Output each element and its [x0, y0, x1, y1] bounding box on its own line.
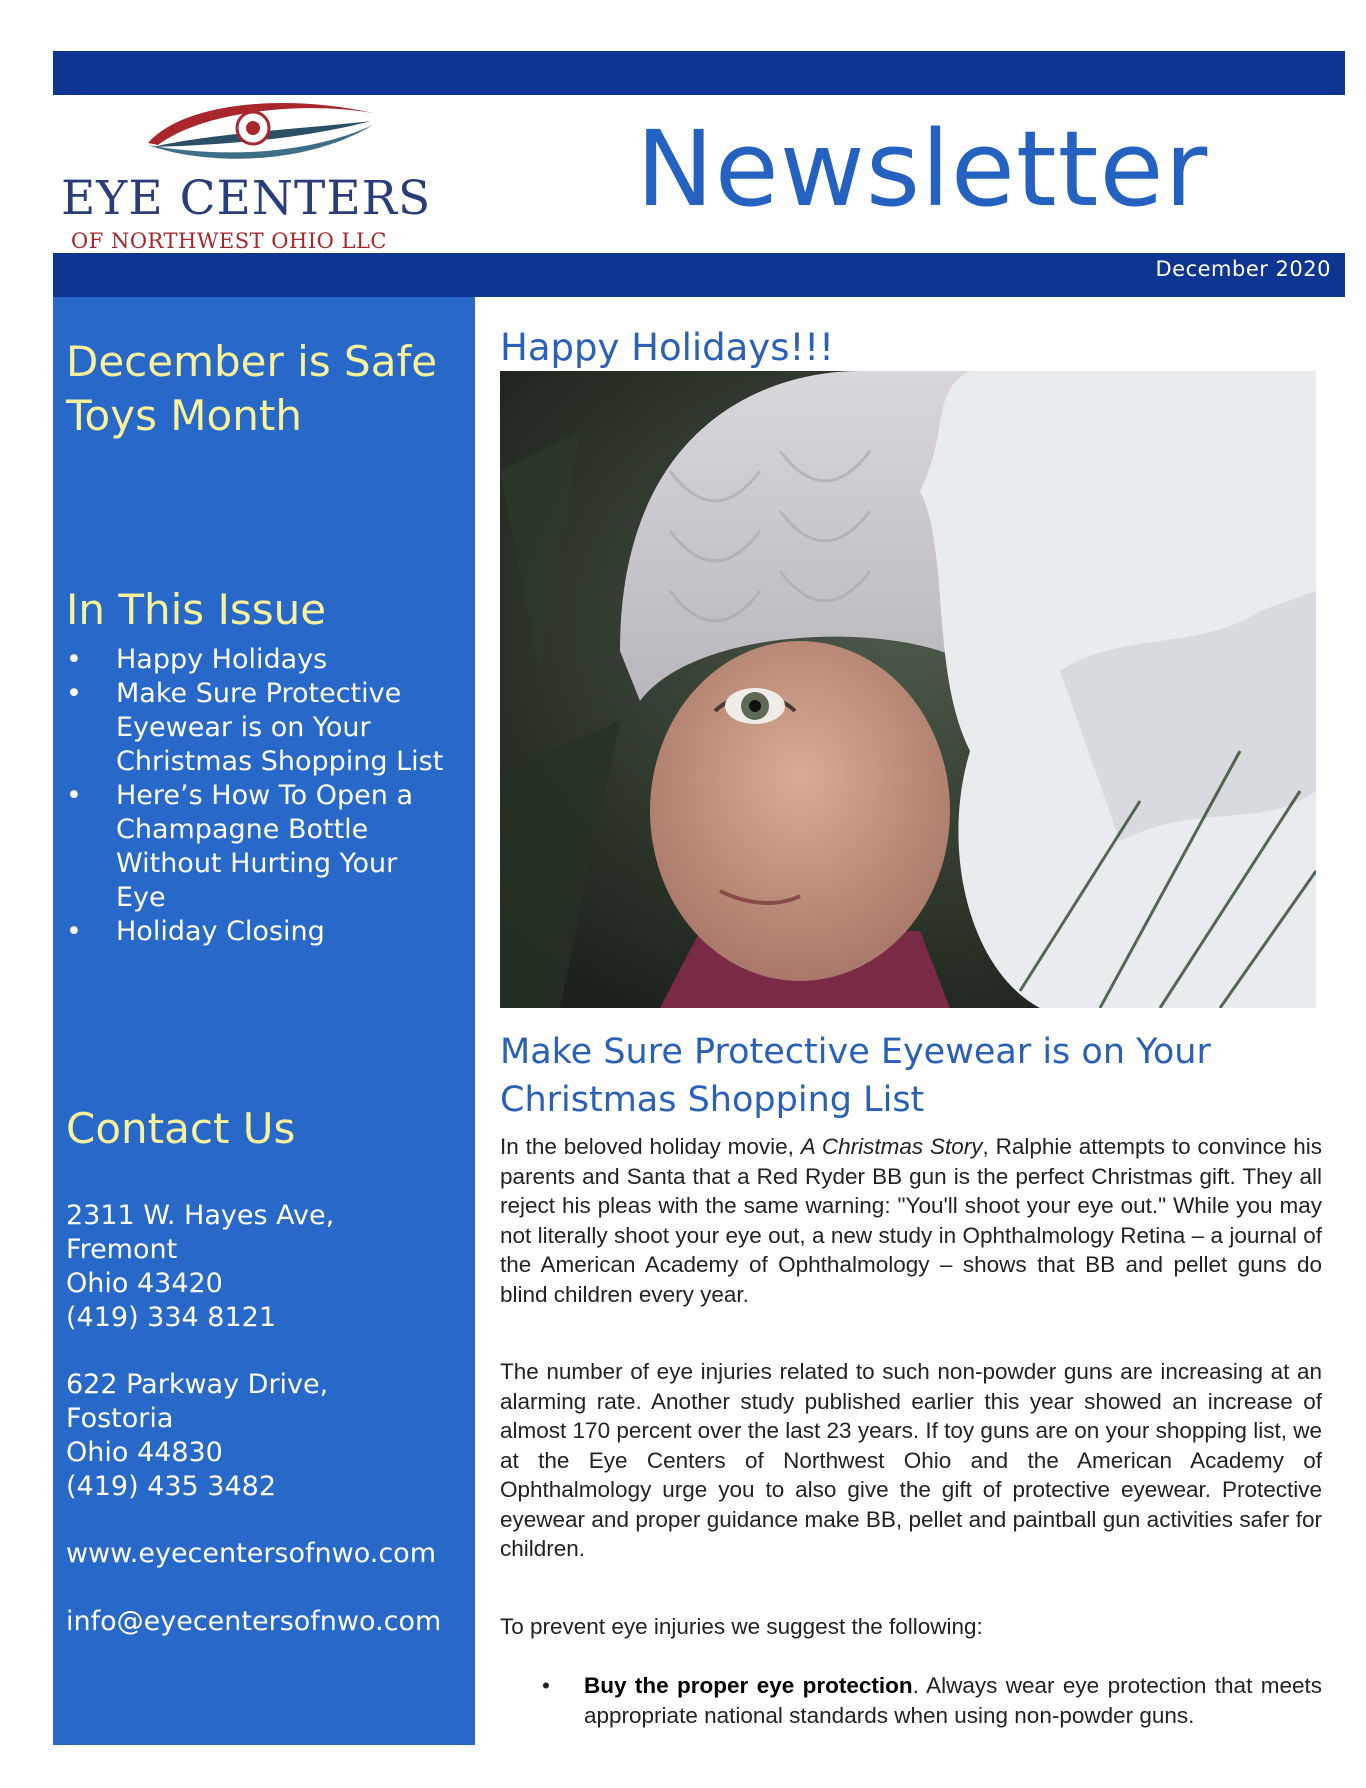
movie-title: A Christmas Story	[800, 1134, 983, 1159]
logo-subtitle: OF NORTHWEST OHIO LLC	[71, 229, 387, 253]
address-fremont	[66, 1199, 466, 1335]
contact-us-heading: Contact Us	[66, 1104, 296, 1153]
address-line: 622 Parkway Drive,	[66, 1369, 329, 1400]
in-this-issue-heading: In This Issue	[66, 585, 327, 634]
issue-item-holiday-closing[interactable]	[66, 915, 466, 949]
issue-item-happy-holidays[interactable]	[66, 643, 466, 677]
woman-in-snow-image	[500, 371, 1316, 1008]
address-fostoria	[66, 1368, 466, 1504]
eye-logo-icon	[53, 95, 461, 175]
issue-item-line: Eye	[116, 882, 166, 913]
address-line: 2311 W. Hayes Ave,	[66, 1200, 335, 1231]
safe-toys-heading	[66, 335, 437, 443]
phone-number[interactable]: (419) 435 3482	[66, 1471, 277, 1502]
protective-eyewear-heading	[500, 1028, 1211, 1124]
header-top-bar	[53, 51, 1345, 95]
holiday-photo	[500, 371, 1316, 1008]
paragraph-text: , Ralphie attempts to convince his parents and Santa that a Red Ryder BB gun is the perfect Christmas gift. They all reject his pleas with the same warning: "You'll shoot your eye out." While you may not literally shoot your eye out, a new study in Ophthalmology Retina – a journal of the American Academy of Ophthalmology – shows that BB and pellet guns do blind children every year.	[500, 1134, 1322, 1307]
tip-text	[542, 1671, 1322, 1730]
address-line: Ohio 43420	[66, 1268, 223, 1299]
bullet-icon: •	[542, 1673, 550, 1698]
happy-holidays-heading: Happy Holidays!!!	[500, 326, 834, 369]
issue-item-protective-eyewear[interactable]	[66, 677, 466, 779]
phone-number[interactable]: (419) 334 8121	[66, 1302, 277, 1333]
website-link[interactable]: www.eyecentersofnwo.com	[66, 1538, 436, 1569]
tip-bold-text: Buy the proper eye protection	[584, 1673, 913, 1698]
issue-item-line: • Happy Holidays	[116, 644, 328, 675]
article-heading-line: Christmas Shopping List	[500, 1080, 925, 1120]
issue-item-line: • Holiday Closing	[116, 916, 325, 947]
article-paragraph-1	[500, 1132, 1322, 1309]
issue-item-line: Eyewear is on Your	[116, 712, 371, 743]
tip-list-item	[542, 1671, 1322, 1730]
address-line: Fostoria	[66, 1403, 174, 1434]
article-paragraph-2: The number of eye injuries related to such non-powder guns are increasing at an alarming rate. Another study published earlier this year showed an increase of almost 170 percent over the last 23 years. If toy guns are on your shopping list, we at the Eye Centers of Northwest Ohio and the American Academy of Ophthalmology urge you to also give the gift of protective eyewear. Protective eyewear and proper guidance make BB, pellet and paintball gun activities safer for children.	[500, 1359, 1322, 1561]
email-link[interactable]: info@eyecentersofnwo.com	[66, 1606, 442, 1637]
issue-item-line: Without Hurting Your	[116, 848, 398, 879]
company-logo[interactable]	[53, 95, 461, 253]
safe-toys-heading-line: Toys Month	[66, 391, 302, 440]
article-paragraph-3: To prevent eye injuries we suggest the following:	[500, 1614, 983, 1639]
logo-name: EYE CENTERS	[61, 171, 432, 226]
paragraph-text: In the beloved holiday movie,	[500, 1134, 801, 1159]
issue-item-champagne-bottle[interactable]	[66, 779, 466, 915]
issue-item-line: Champagne Bottle	[116, 814, 369, 845]
issue-date: December 2020	[1155, 257, 1331, 281]
tip-rest-text: . Always wear eye protection that meets appropriate national standards when using non-powder guns.	[584, 1673, 1322, 1728]
date-bar	[53, 253, 1345, 297]
issue-item-line: • Make Sure Protective	[116, 678, 402, 709]
sidebar	[53, 297, 475, 1745]
address-line: Fremont	[66, 1234, 178, 1265]
safe-toys-heading-line: December is Safe	[66, 337, 438, 386]
issue-list	[66, 643, 466, 949]
issue-item-line: • Here’s How To Open a	[116, 780, 413, 811]
address-line: Ohio 44830	[66, 1437, 223, 1468]
issue-item-line: Christmas Shopping List	[116, 746, 444, 777]
newsletter-title: Newsletter	[636, 108, 1209, 230]
article-heading-line: Make Sure Protective Eyewear is on Your	[500, 1032, 1211, 1072]
